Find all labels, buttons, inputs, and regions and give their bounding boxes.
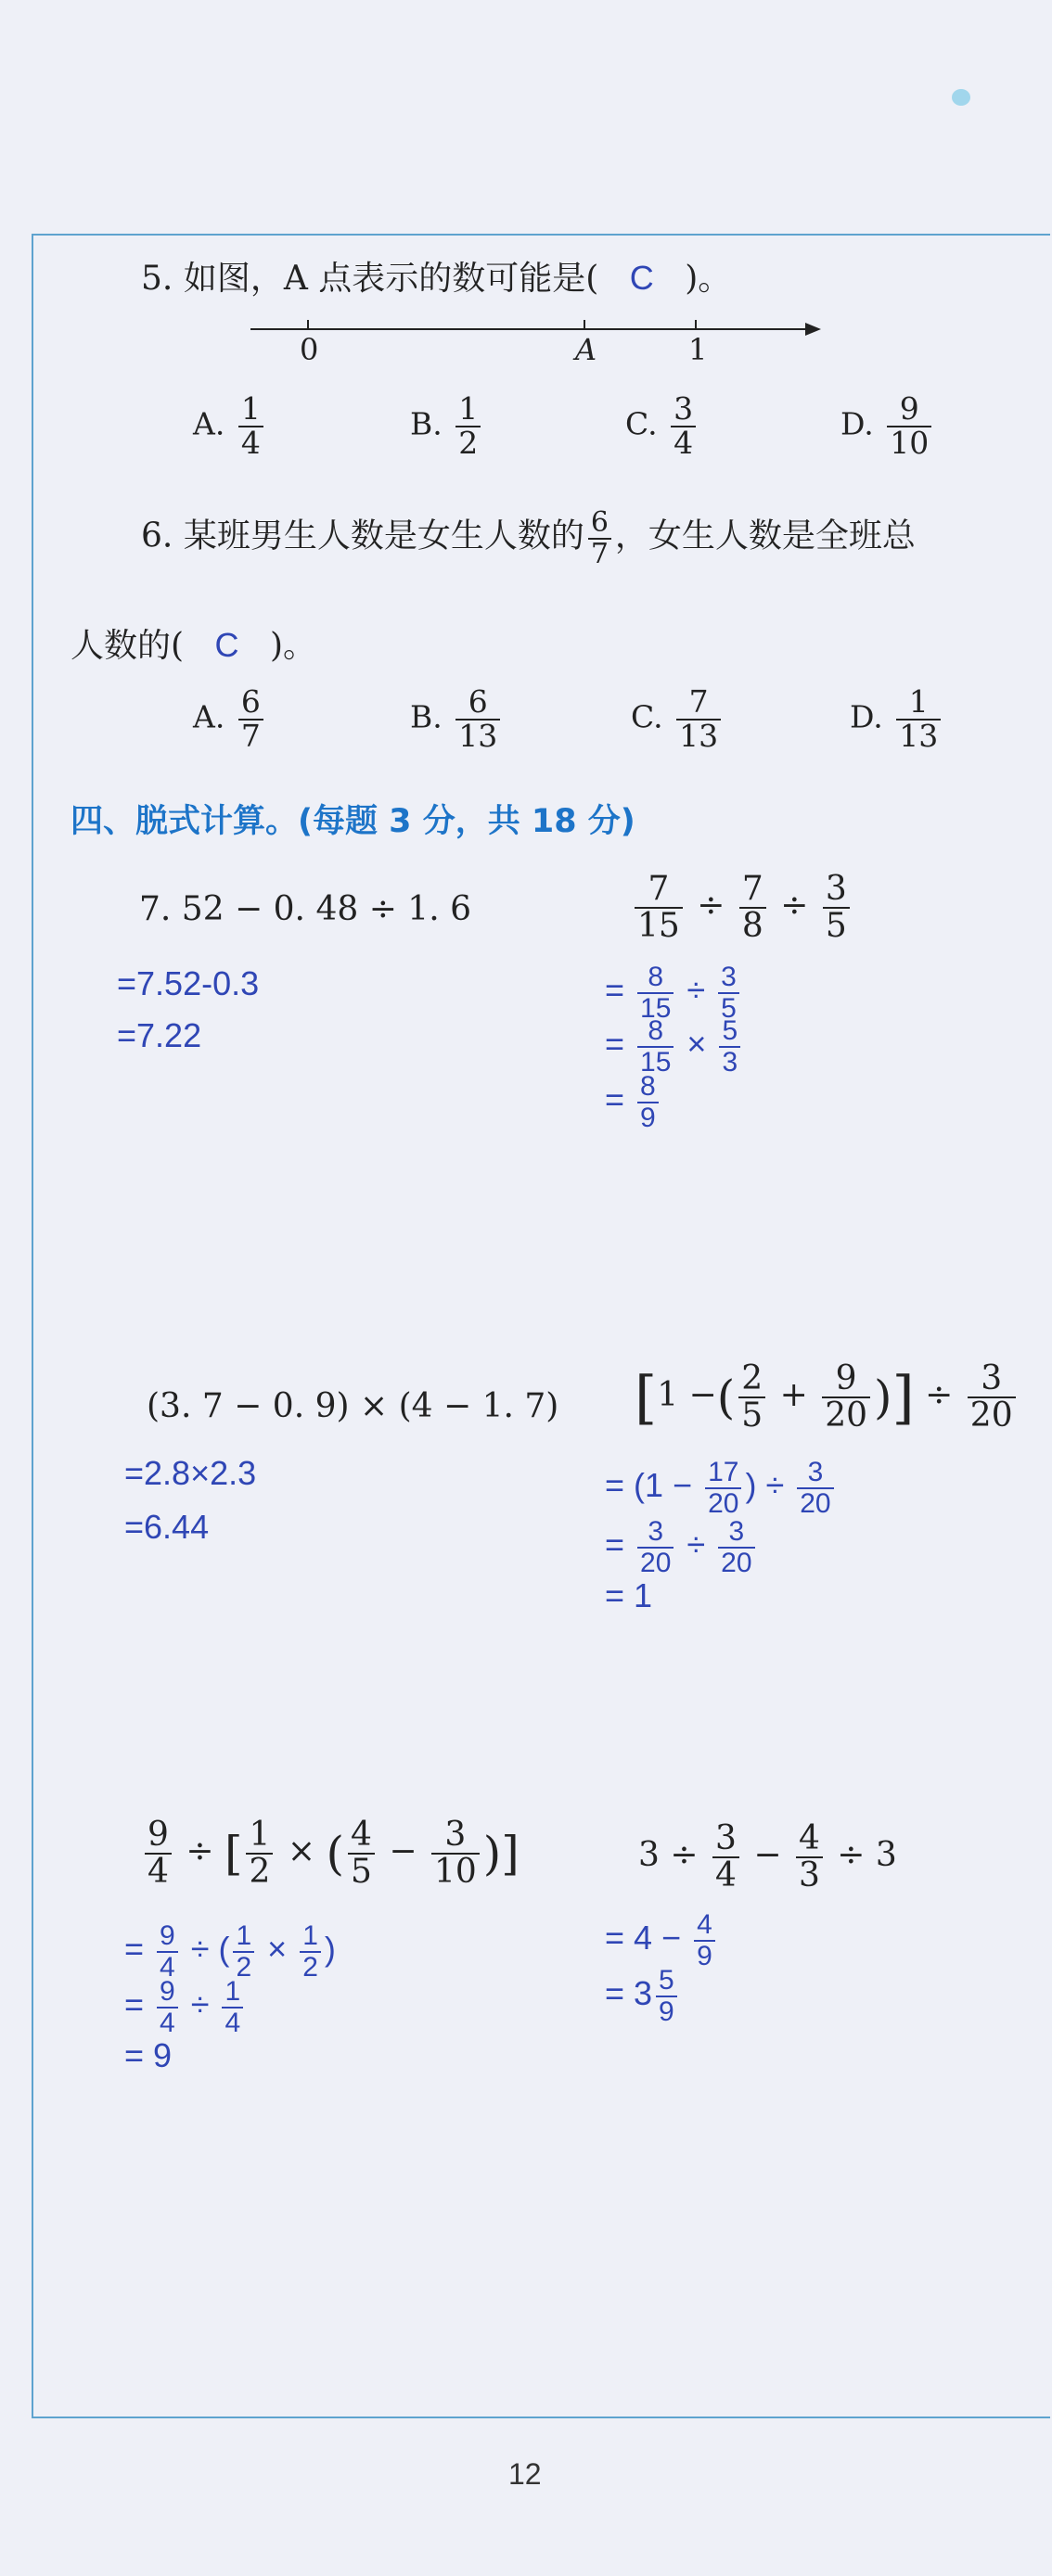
problem5-step1: = $\frac{9}{4}$ ÷ ( $\frac{1}{2}$ × $\frac{1}{2}$ ): [124, 1920, 336, 1983]
q5-text: 如图，A 点表示的数可能是(: [183, 260, 599, 298]
q6-stem-line2: 人数的( C )。: [71, 626, 316, 665]
q5-option-c: C. $\frac{3}{4}$: [625, 393, 699, 459]
q6-answer: C: [214, 626, 239, 664]
q6-option-b: B. $\frac{6}{13}$: [410, 686, 504, 752]
decorative-dot: [952, 89, 970, 106]
problem1-step1: =7.52-0.3: [117, 964, 260, 1002]
problem5-step2: = $\frac{9}{4}$ ÷ $\frac{1}{4}$: [124, 1977, 247, 2037]
problem2-step1: = $\frac{8}{15}$ ÷ $\frac{3}{5}$: [605, 963, 743, 1023]
section-heading: 四、脱式计算。(每题 3 分，共 18 分): [71, 803, 635, 840]
problem6-expression: 3 ÷ $\frac{3}{4}$ − $\frac{4}{3}$ ÷ 3: [638, 1819, 897, 1894]
problem3-expression: (3. 7 − 0. 9) × (4 − 1. 7): [147, 1387, 559, 1425]
q5-close: )。: [685, 260, 732, 298]
q5-stem: [141, 252, 731, 300]
problem3-step1: =2.8×2.3: [124, 1454, 257, 1492]
problem4-step1: = (1 − $\frac{17}{20}$ ) ÷ $\frac{3}{20}$: [605, 1458, 838, 1518]
page-number: 12: [508, 2457, 542, 2491]
problem1-step2: =7.22: [117, 1016, 202, 1054]
q6-option-a: A. $\frac{6}{7}$: [193, 686, 267, 752]
q5-option-d: D. $\frac{9}{10}$: [840, 393, 935, 459]
q5-option-b: B. $\frac{1}{2}$: [410, 393, 484, 459]
problem4-step3: = 1: [605, 1576, 653, 1614]
q5-number: 5.: [141, 260, 173, 298]
q5-option-a: A. $\frac{1}{4}$: [193, 393, 267, 459]
problem3-step2: =6.44: [124, 1508, 210, 1546]
problem2-step3: = $\frac{8}{9}$: [605, 1072, 662, 1132]
axis-label-a: A: [575, 332, 597, 367]
problem2-step2: = $\frac{8}{15}$ × $\frac{5}{3}$: [605, 1016, 744, 1077]
q6-stem-line1: 6. 某班男生人数是女生人数的 $\frac{6}{7}$ ，女生人数是全班总: [141, 506, 916, 570]
problem4-step2: = $\frac{3}{20}$ ÷ $\frac{3}{20}$: [605, 1517, 759, 1577]
q6-option-c: C. $\frac{7}{13}$: [631, 686, 725, 752]
problem6-step2: = 3 $\frac{5}{9}$: [605, 1966, 681, 2026]
problem5-expression: $\frac{9}{4}$ ÷ [ $\frac{1}{2}$ × ( $\frac{4}{5}$ − $\frac{3}{10}$ )]: [141, 1817, 520, 1890]
axis-label-zero: 0: [300, 332, 319, 367]
number-line: [241, 306, 835, 371]
problem5-step3: = 9: [124, 2036, 173, 2074]
q6-option-d: D. $\frac{1}{13}$: [850, 686, 944, 752]
problem2-expression: $\frac{7}{15}$ ÷ $\frac{7}{8}$ ÷ $\frac{3}{5}$: [631, 872, 853, 944]
problem1-expression: 7. 52 − 0. 48 ÷ 1. 6: [139, 890, 471, 928]
axis-label-one: 1: [688, 332, 708, 367]
problem6-step1: = 4 − $\frac{4}{9}$: [605, 1910, 719, 1970]
problem4-expression: [1 −( $\frac{2}{5}$ + $\frac{9}{20}$ )] ÷ $\frac{3}{20}$: [635, 1361, 1020, 1434]
q5-answer: C: [629, 259, 654, 297]
